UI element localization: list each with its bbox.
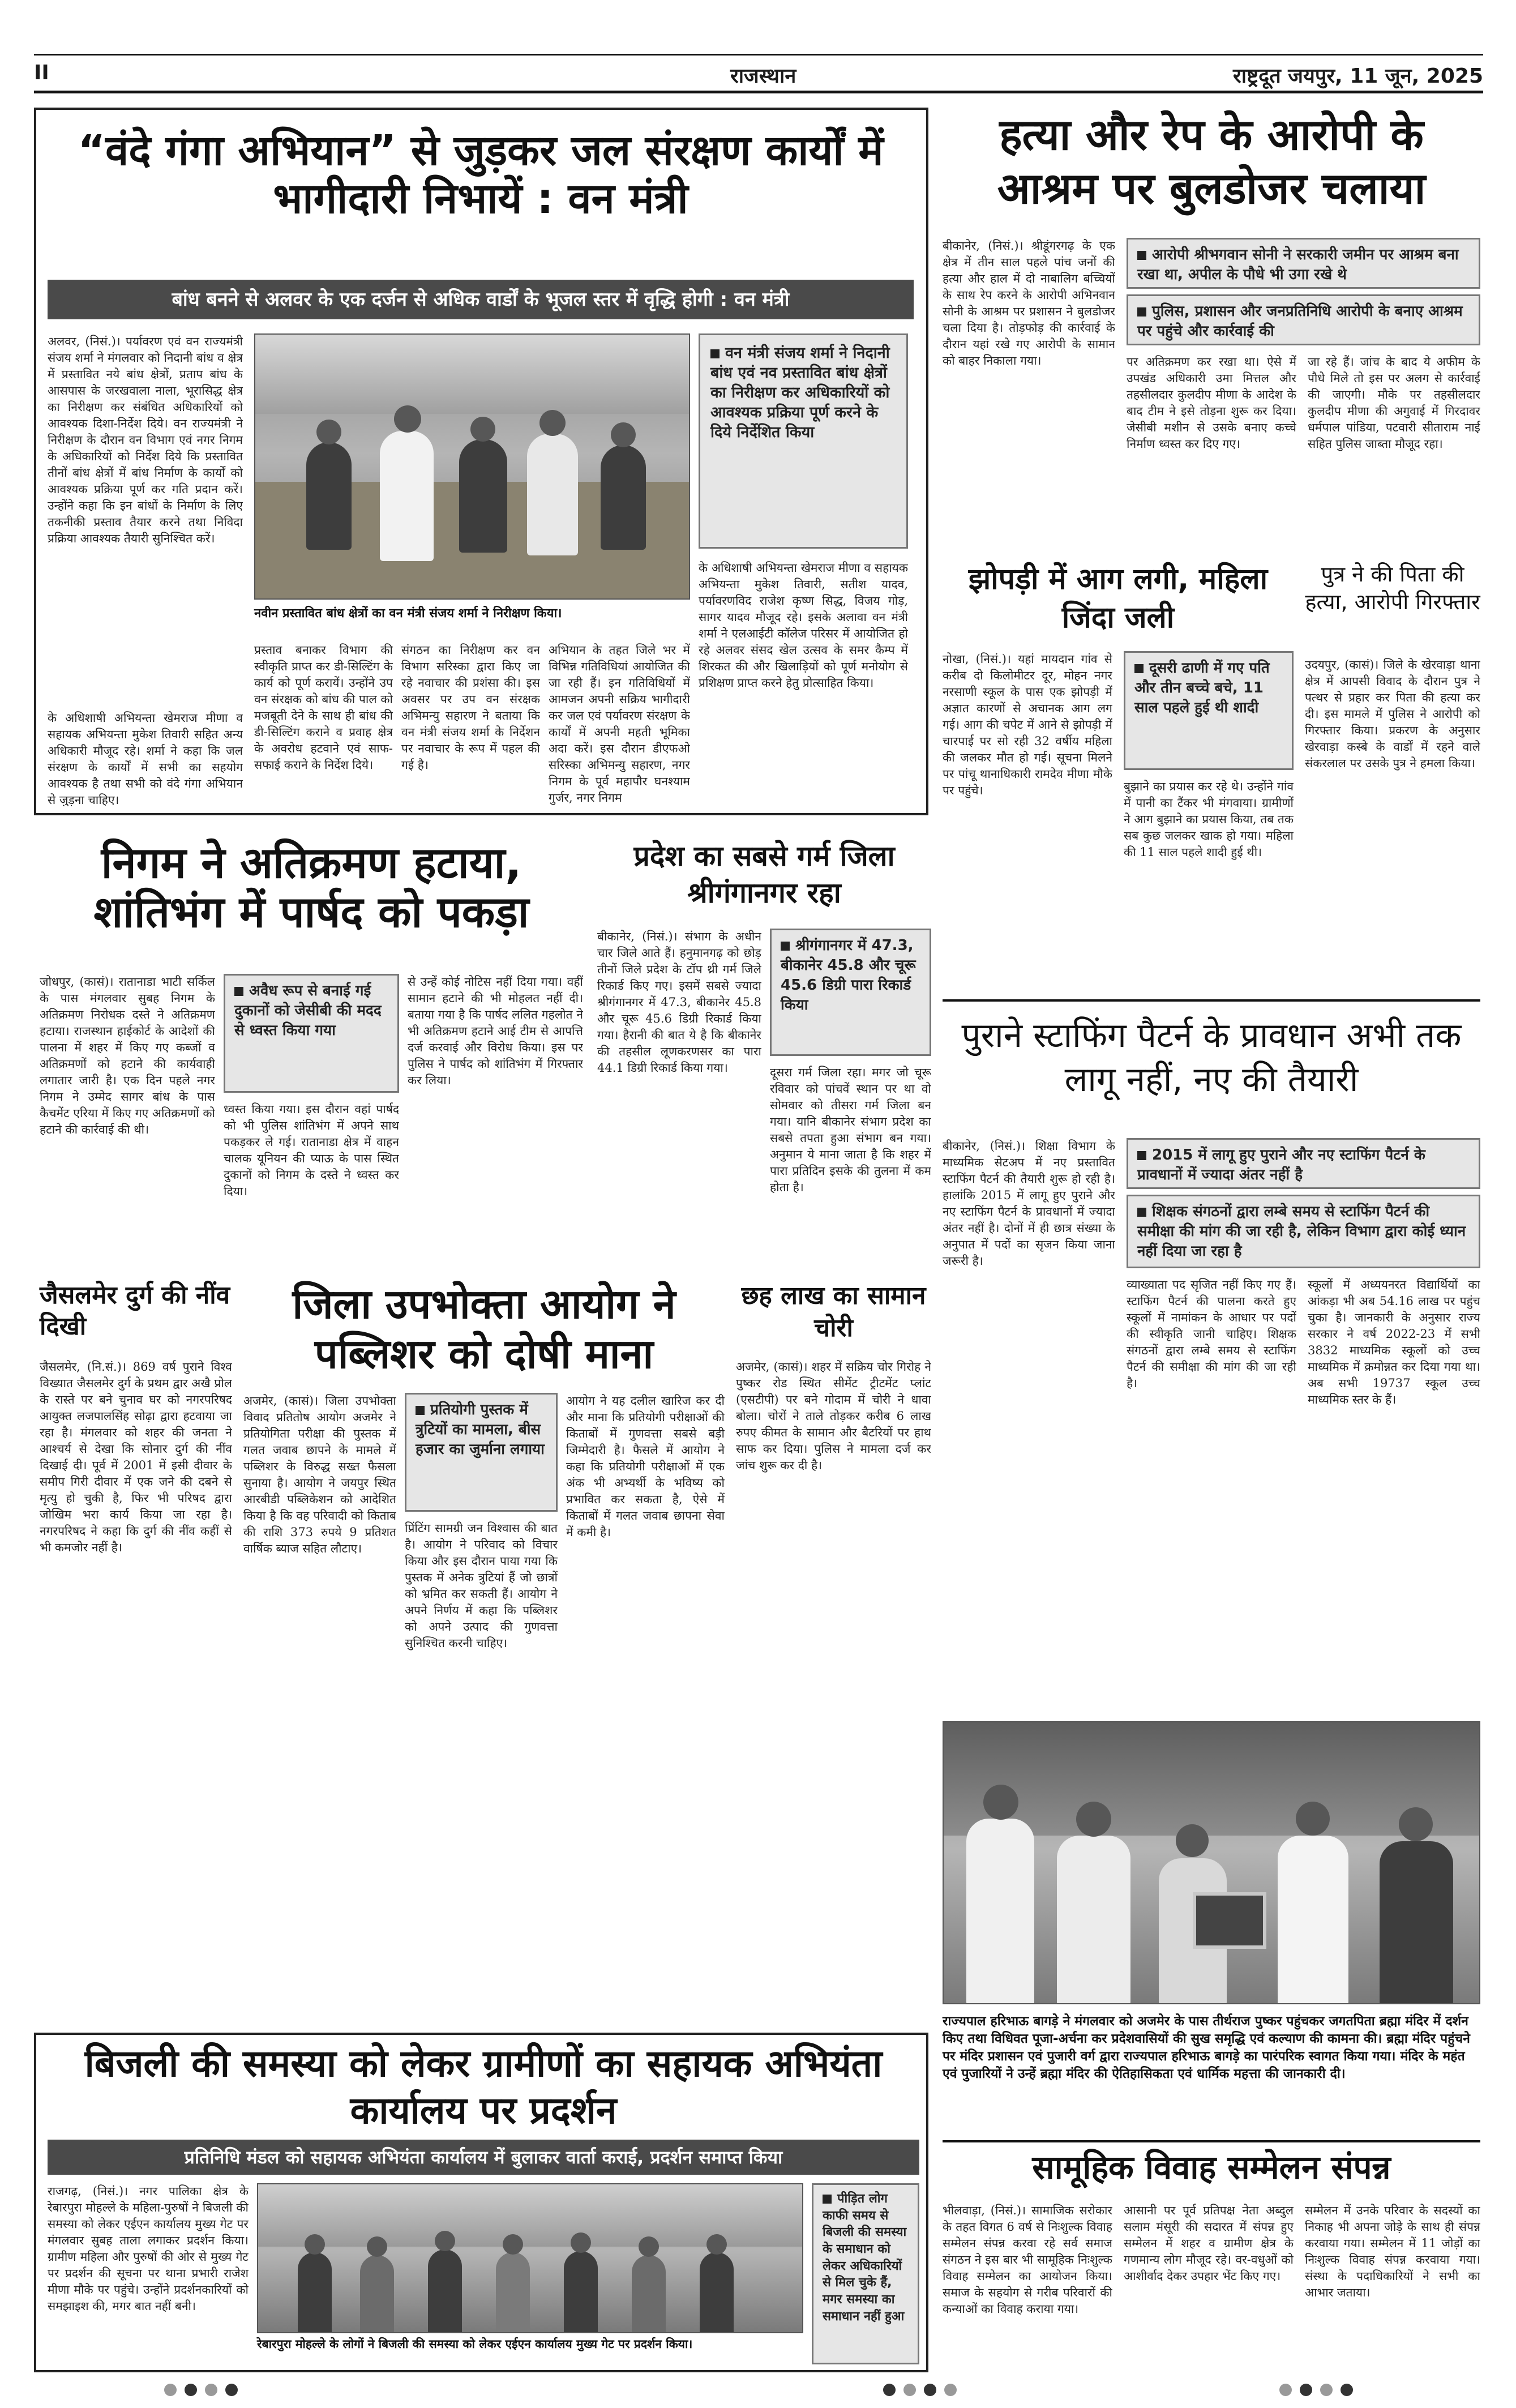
garmi-headline: प्रदेश का सबसे गर्म जिला श्रीगंगानगर रहा	[633, 840, 895, 909]
chori-headline: छह लाख का सामान चोरी	[741, 1281, 926, 1343]
bulldozer-column-3: जा रहे हैं। जांच के बाद ये अफीम के पौधे मिले तो इस पर अलग से कार्रवाई की जाएगी। मौके पर तहसीलदार कुलदीप मीणा की अगुवाई में गिरदावर धर्मपाल पांडिया, पटवारी सीताराम नाई सहित पुलिस जाब्ता मौजूद रहा।	[1308, 355, 1480, 451]
highlight-bullet-icon	[1134, 664, 1144, 673]
ganga-story	[34, 108, 928, 815]
aag-headline: झोपड़ी में आग लगी, महिला जिंदा जली	[968, 562, 1268, 635]
bijli-column-1: राजगढ़, (निसं.)। नगर पालिका क्षेत्र के रेबारपुरा मोहल्ले के महिला-पुरुषों ने बिजली की समस्या को लेकर एईएन कार्यालय मुख्य गेट पर मंगलवार सुबह ताला लगाकर प्रदर्शन किया। ग्रामीण महिला और पुरुषों की ओर से मुख्य गेट पर प्रदर्शन की सूचना पर थाना प्रभारी राजेश मीणा मौके पर पहुंचे। उन्होंने प्रदर्शनकारियों को समझाइश की, मगर बात नहीं बनी।	[48, 2184, 249, 2313]
bulldozer-highlight-1-text: आरोपी श्रीभगवान सोनी ने सरकारी जमीन पर आश्रम बना रखा था, अपील के पौधे भी उगा रखे थे	[1137, 246, 1459, 284]
garmi-column-2: दूसरा गर्म जिला रहा। मगर जो चूरू रविवार को पांचवें स्थान पर था वो सोमवार को तीसरा गर्म जिला बन गया। यानि बीकानेर संभाग प्रदेश का सबसे तपता हुआ संभाग बन गया। अनुमान ये माना जाता है कि शहर में पारा प्रतिदिन इसके की तुलना में कम होता है।	[770, 1066, 931, 1194]
ganga-column-5: अभियान के तहत जिले भर में विभिन्न गतिविधियां आयोजित की जा रही हैं। इन गतिविधियों में आमजन अपनी सक्रिय भागीदारी कर जल एवं पर्यावरण संरक्षण के कार्यों में अपनी महती भूमिका अदा करें। इस दौरान डीएफओ सरिस्का अभिमन्यु सहारण, नगर निगम के पूर्व महापौर घनश्याम गुर्जर, नगर निगम	[549, 643, 690, 805]
putra-headline: पुत्र ने की पिता की हत्या, आरोपी गिरफ्तार	[1305, 562, 1480, 615]
garmi-column-1: बीकानेर, (निसं.)। संभाग के अधीन चार जिले आते हैं। हनुमानगढ़ को छोड़ तीनों जिले प्रदेश के टॉप थ्री गर्म जिले रिकार्ड किए गए। इसमें सबसे ज्यादा श्रीगंगानगर में 47.3, बीकानेर 45.8 और चूरू 45.6 डिग्री रिकार्ड किया गया। हैरानी की बात ये है कि बीकानेर की तहसील लूणकरणसर का पारा 44.1 डिग्री रिकार्ड किया गया।	[597, 930, 761, 1075]
bijli-photo-caption: रेबारपुरा मोहल्ले के लोगों ने बिजली की समस्या को लेकर एईएन कार्यालय मुख्य गेट पर प्रदर्शन किया।	[257, 2337, 693, 2351]
vivah-headline: सामूहिक विवाह सम्मेलन संपन्न	[1032, 2148, 1391, 2187]
staffing-highlight-2	[1127, 1195, 1480, 1268]
aag-highlight-box	[1124, 651, 1294, 770]
nigam-column-1: जोधपुर, (कासं)। रातानाडा भाटी सर्किल के पास मंगलवार सुबह निगम के अतिक्रमण निरोधक दस्ते ने अतिक्रमण हटाया। राजस्थान हाईकोर्ट के आदेशों की पालना में शहर में किए गए कब्जों व अतिक्रमणों को हटाने की कार्यवाही लगातार जारी है। एक दिन पहले नगर निगम ने उम्मेद सागर बांध के पास कैचमेंट एरिया में किए गए अतिक्रमणों को हटाने की कार्रवाई की थी।	[40, 975, 215, 1136]
vivah-column-3: सम्मेलन में उनके परिवार के सदस्यों का निकाह भी अपना जोड़े के साथ ही संपन्न करवाया गया। सम्मेलन में 11 जोड़ों का निःशुल्क विवाह संपन्न करवाया गया। संस्था के पदाधिकारियों ने सभी का आभार जताया।	[1305, 2204, 1480, 2299]
bulldozer-column-2: पर अतिक्रमण कर रखा था। ऐसे में उपखंड अधिकारी उमा मित्तल और तहसीलदार कुलदीप मीणा के आदेश के बाद टीम ने इसे तोड़ना शुरू कर दिया। जेसीबी मशीन से उसके बनाए कच्चे निर्माण ध्वस्त कर दिए गए।	[1127, 355, 1296, 451]
staffing-highlight-2-text: शिक्षक संगठनों द्वारा लम्बे समय से स्टाफिंग पैटर्न की समीक्षा की मांग की जा रही है, लेकिन विभाग द्वारा कोई ध्यान नहीं दिया जा रहा है	[1137, 1203, 1466, 1260]
paper-date: राष्ट्रदूत जयपुर, 11 जून, 2025	[1233, 65, 1483, 88]
staffing-column-2: व्याख्याता पद सृजित नहीं किए गए हैं। स्टाफिंग पैटर्न की पालना करते हुए स्कूलों में नामांकन के आधार पर पदों की स्वीकृति जानी चाहिए। शिक्षक संगठनों द्वारा लम्बे समय से स्टाफिंग पैटर्न की समीक्षा की मांग की जा रही है।	[1127, 1278, 1296, 1390]
staffing-headline: पुराने स्टाफिंग पैटर्न के प्रावधान अभी तक लागू नहीं, नए की तैयारी	[961, 1016, 1462, 1100]
brahma-photo-caption: राज्यपाल हरिभाऊ बागड़े ने मंगलवार को अजमेर के पास तीर्थराज पुष्कर पहुंचकर जगतपिता ब्रह्मा मंदिर में दर्शन किए तथा विधिवत पूजा-अर्चना कर प्रदेशवासियों की सुख समृद्धि एवं कल्याण की कामना की। ब्रह्मा मंदिर पहुंचने पर मंदिर प्रशासन एवं पुजारी वर्ग द्वारा राज्यपाल हरिभाऊ बागड़े का पारंपरिक स्वागत किया गया। मंदिर के महंत एवं पुजारियों ने उन्हें ब्रह्मा मंदिर की ऐतिहासिकता एवं धार्मिक महत्ता की जानकारी दी।	[943, 2014, 1470, 2082]
aag-highlight-text: दूसरी ढाणी में गए पति और तीन बच्चे बचे, 11 साल पहले हुई थी शादी	[1134, 660, 1270, 717]
brahma-temple-photo	[943, 1721, 1480, 2004]
highlight-bullet-icon	[1137, 307, 1146, 316]
print-registration-marks	[164, 2384, 246, 2398]
page-header	[34, 54, 1483, 93]
ganga-headline: “वंदे गंगा अभियान” से जुड़कर जल संरक्षण कार्यों में भागीदारी निभायें : वन मंत्री	[78, 126, 884, 224]
aag-column-2: बुझाने का प्रयास कर रहे थे। उन्होंने गांव में पानी का टैंकर भी मंगवाया। ग्रामीणों ने आग बुझाने का प्रयास किया, तब तक सब कुछ जलकर खाक हो गया। महिला की 11 साल पहले शादी हुई थी।	[1124, 780, 1294, 859]
ganga-column-2: के अधिशाषी अभियन्ता खेमराज मीणा व सहायक अभियन्ता मुकेश तिवारी सहित अन्य अधिकारी मौजूद रहे। शर्मा ने कहा कि जल संरक्षण के कार्यों में सभी का सहयोग आवश्यक है तथा सभी को वंदे गंगा अभियान से जुड़ना चाहिए।	[48, 711, 243, 806]
bijli-subheadline: प्रतिनिधि मंडल को सहायक अभियंता कार्यालय में बुलाकर वार्ता कराई, प्रदर्शन समाप्त किया	[48, 2140, 919, 2175]
bijli-headline: बिजली की समस्या को लेकर ग्रामीणों का सहायक अभियंता कार्यालय पर प्रदर्शन	[84, 2042, 883, 2132]
vivah-divider	[943, 2140, 1480, 2142]
ganga-photo-caption: नवीन प्रस्तावित बांध क्षेत्रों का वन मंत्री संजय शर्मा ने निरीक्षण किया।	[254, 606, 562, 621]
bulldozer-highlight-2-text: पुलिस, प्रशासन और जनप्रतिनिधि आरोपी के बनाए आश्रम पर पहुंचे और कार्रवाई की	[1137, 303, 1463, 340]
ganga-column-6: के अधिशाषी अभियन्ता खेमराज मीणा व सहायक अभियन्ता मुकेश तिवारी, सतीश यादव, पर्यावरणविद राजेश कृष्ण सिद्ध, विजय गोड़, सागर यादव मौजूद रहे। इसके अलावा वन मंत्री शर्मा ने एलआईटी कॉलेज परिसर में आयोजित हो रहे अलवर संसद खेल उत्सव के समर कैम्प में शिरकत की और खिलाड़ियों को पूर्ण मनोयोग से प्रशिक्षण प्राप्त करने हेतु प्रोत्साहित किया।	[699, 561, 908, 690]
bijli-highlight-text: पीड़ित लोग काफी समय से बिजली की समस्या के समाधान को लेकर अधिकारियों से मिल चुके हैं, मगर समस्या का समाधान नहीं हुआ	[823, 2192, 907, 2324]
nigam-headline: निगम ने अतिक्रमण हटाया, शांतिभंग में पार्षद को पकड़ा	[93, 837, 529, 938]
highlight-bullet-icon	[710, 349, 720, 358]
bulldozer-headline: हत्या और रेप के आरोपी के आश्रम पर बुलडोजर चलाया	[997, 109, 1426, 213]
bulldozer-column-1: बीकानेर, (निसं.)। श्रीडूंगरगढ़ के एक क्षेत्र में तीन साल पहले पांच जनों की हत्या और हाल में दो नाबालिग बच्चियों के साथ रेप करने के आरोपी अभिनवान सोनी के आश्रम पर प्रशासन ने बुलडोजर चला दिया है। तोड़फोड़ की कार्रवाई के दौरान यहां रखे गए आरोपी के सामान को बाहर निकाला गया।	[943, 239, 1115, 367]
chori-column: अजमेर, (कासं)। शहर में सक्रिय चोर गिरोह ने पुष्कर रोड स्थित सीमेंट ट्रीटमेंट प्लांट (एसटीपी) पर बने गोदाम में चोरी ने धावा बोला। चोरों ने ताले तोड़कर करीब 6 लाख रुपए कीमत के सामान और बैटरियों पर हाथ साफ कर दिया। पुलिस ने मामला दर्ज कर जांच शुरू कर दी है।	[736, 1360, 931, 1472]
nigam-column-3: से उन्हें कोई नोटिस नहीं दिया गया। वहीं सामान हटाने की भी मोहलत नहीं दी। बताया गया है कि पार्षद ललित गहलोत ने भी अतिक्रमण हटाने आई टीम से आपत्ति दर्ज करवाई और विरोध किया। इस पर पुलिस ने पार्षद को शांतिभंग में गिरफ्तार कर लिया।	[408, 975, 583, 1087]
vivah-column-1: भीलवाड़ा, (निसं.)। सामाजिक सरोकार के तहत विगत 6 वर्ष से निःशुल्क विवाह सम्मेलन संपन्न करवा रहे सर्व समाज संगठन ने इस बार भी सामूहिक निःशुल्क विवाह सम्मेलन का आयोजन किया। समाज के सहयोग से गरीब परिवारों की कन्याओं का विवाह कराया गया।	[943, 2204, 1112, 2316]
page-number: II	[34, 61, 49, 84]
highlight-bullet-icon	[823, 2195, 832, 2204]
aag-column-1: नोखा, (निसं.)। यहां मायदान गांव से करीब दो किलोमीटर दूर, मोहन नगर नरसाणी स्कूल के पास एक झोपड़ी में अज्ञात कारणों से अचानक आग लग गई। आग की चपेट में आने से झोपड़ी में चारपाई पर सो रही 32 वर्षीय महिला की जलकर मौत हो गई। सूचना मिलने पर पांचू थानाधिकारी रामदेव मीणा मौके पर पहुंचे।	[943, 652, 1112, 797]
ganga-column-1: अलवर, (निसं.)। पर्यावरण एवं वन राज्यमंत्री संजय शर्मा ने मंगलवार को निदानी बांध व क्षेत्र में प्रस्तावित नये बांध क्षेत्रों, प्रताप बांध के आसपास के जरखवाला नाला, भूरासिद्ध क्षेत्र का निरीक्षण कर संबंधित अधिकारियों को आवश्यक दिशा-निर्देश दिये। वन राज्यमंत्री ने निरीक्षण के दौरान वन विभाग एवं नगर निगम के अधिकारियों को निर्देश दिये कि प्रस्तावित तीनों बांध क्षेत्रों में बांध निर्माण के कार्यों को आवश्यक प्रक्रिया पूर्ण कर गति प्रदान करें। उन्होंने कहा कि इन बांधों के निर्माण के लिए तकनीकी प्रस्ताव तैयार करने तथा निविदा प्रक्रिया आवश्यक तैयारी सुनिश्चित करें।	[48, 335, 243, 545]
framed-picture	[1193, 1892, 1266, 1949]
bijli-story	[34, 2033, 928, 2372]
nigam-column-2: ध्वस्त किया गया। इस दौरान वहां पार्षद को भी पुलिस शांतिभंग में अपने साथ पकड़कर ले गई। रातानाडा क्षेत्र में वाहन चालक यूनियन की प्याऊ के पास स्थित दुकानों को निगम के दस्ते ने ध्वस्त कर दिया।	[224, 1102, 399, 1198]
print-registration-marks	[883, 2384, 965, 2398]
upbhokta-column-2: प्रिंटिंग सामग्री जन विश्वास की बात है। आयोग ने परिवाद को विचार किया और इस दौरान पाया गया कि पुस्तक में अनेक त्रुटियां हैं जो छात्रों को भ्रमित कर सकती हैं। आयोग ने अपने निर्णय में कहा कि पब्लिशर को अपने उत्पाद की गुणवत्ता सुनिश्चित करनी चाहिए।	[405, 1521, 558, 1650]
section-name: राजस्थान	[730, 65, 796, 88]
ganga-subheadline: बांध बनने से अलवर के एक दर्जन से अधिक वार्डों के भूजल स्तर में वृद्धि होगी : वन मंत्री	[48, 280, 914, 319]
ganga-column-4: संगठन का निरीक्षण कर वन विभाग सरिस्का द्वारा किए जा रहे नवाचार की प्रशंसा की। इस अवसर पर उप वन संरक्षक अभिमन्यु सहारण ने बताया कि वन मंत्री संजय शर्मा के निर्देशन पर नवाचार के रूप में पहल की गई है।	[401, 643, 540, 772]
nigam-highlight-box	[224, 974, 399, 1093]
upbhokta-headline: जिला उपभोक्ता आयोग ने पब्लिशर को दोषी माना	[292, 1280, 676, 1378]
highlight-bullet-icon	[1137, 251, 1146, 260]
ganga-highlight-text: वन मंत्री संजय शर्मा ने निदानी बांध एवं नव प्रस्तावित बांध क्षेत्रों का निरीक्षण कर अधिकारियों को आवश्यक प्रक्रिया पूर्ण करने के दिये निर्देशित किया	[710, 344, 890, 442]
print-registration-marks	[1279, 2384, 1361, 2398]
staffing-column-3: स्कूलों में अध्ययनरत विद्यार्थियों का आंकड़ा भी अब 54.16 लाख पर पहुंच चुका है। जानकारी के अनुसार राज्य सरकार ने वर्ष 2022-23 में सभी 3832 माध्यमिक स्कूलों को उच्च माध्यमिक में क्रमोन्नत कर दिया गया था। अब सभी 19737 स्कूल उच्च माध्यमिक स्तर के हैं।	[1308, 1278, 1480, 1406]
upbhokta-column-1: अजमेर, (कासं)। जिला उपभोक्ता विवाद प्रतितोष आयोग अजमेर ने प्रतियोगिता परीक्षा की पुस्तक में गलत जवाब छापने के मामले में पब्लिशर के विरुद्ध सख्त फैसला सुनाया है। आयोग ने जयपुर स्थित आरबीडी पब्लिकेशन को आदेशित किया है कि वह परिवादी को किताब की राशि 373 रुपये 9 प्रतिशत वार्षिक ब्याज सहित लौटाए।	[243, 1394, 396, 1555]
garmi-highlight-box	[770, 929, 931, 1056]
highlight-bullet-icon	[781, 942, 790, 951]
jaisalmer-headline: जैसलमेर दुर्ग की नींव दिखी	[40, 1281, 230, 1341]
putra-column: उदयपुर, (कासं)। जिले के खेरवाड़ा थाना क्षेत्र में आपसी विवाद के दौरान पुत्र ने पत्थर से प्रहार कर पिता की हत्या कर दी। इस मामले में पुलिस ने आरोपी को गिरफ्तार किया। प्रकरण के अनुसार खेरवाड़ा कस्बे के वार्डों में रहने वाले संकरलाल पर उसके पुत्र ने हमला किया।	[1305, 658, 1480, 770]
staffing-column-1: बीकानेर, (निसं.)। शिक्षा विभाग के माध्यमिक सेटअप में नए प्रस्तावित स्टाफिंग पैटर्न की तैयारी शुरू हो रही है। हालांकि 2015 में लागू हुए पुराने और नए स्टाफिंग पैटर्न के प्रावधानों में ज्यादा अंतर नहीं है। दोनों में ही छात्र संख्या के अनुपात में पदों का सृजन किया जाना जरूरी है।	[943, 1139, 1115, 1268]
vivah-column-2: आसानी पर पूर्व प्रतिपक्ष नेता अब्दुल सलाम मंसूरी की सदारत में संपन्न हुए सम्मेलन में शहर व ग्रामीण क्षेत्र के गणमान्य लोग मौजूद रहे। वर-वधुओं को आशीर्वाद देकर उपहार भेंट किए गए।	[1124, 2204, 1294, 2283]
staffing-highlight-1-text: 2015 में लागू हुए पुराने और नए स्टाफिंग पैटर्न के प्रावधानों में ज्यादा अंतर नहीं है	[1137, 1147, 1425, 1184]
garmi-highlight-text: श्रीगंगानगर में 47.3, बीकानेर 45.8 और चूरू 45.6 डिग्री पारा रिकार्ड किया	[781, 937, 916, 1014]
upbhokta-column-3: आयोग ने यह दलील खारिज कर दी और माना कि प्रतियोगी परीक्षाओं की किताबों में गुणवत्ता सबसे बड़ी जिम्मेदारी है। फैसले में आयोग ने कहा कि प्रतियोगी परीक्षाओं में एक अंक भी अभ्यर्थी के भविष्य को प्रभावित कर सकता है, ऐसे में किताबों में गलत जवाब छापना सेवा में कमी है।	[566, 1394, 725, 1539]
bijli-photo	[257, 2183, 803, 2333]
staffing-highlight-1	[1127, 1138, 1480, 1189]
ganga-photo	[254, 333, 690, 600]
bulldozer-highlight-2	[1127, 294, 1480, 345]
ganga-column-3: प्रस्ताव बनाकर विभाग की स्वीकृति प्राप्त कर डी-सिल्टिंग के कार्य को पूर्ण करायें। उन्होंने उप वन संरक्षक को बांध की पाल को मजबूती देने के साथ ही बांध की डी-सिल्टिंग कराने व प्रवाह क्षेत्र के अवरोध हटवाने एवं साफ-सफाई कराने के निर्देश दिये।	[254, 643, 393, 772]
nigam-highlight-text: अवैध रूप से बनाई गई दुकानों को जेसीबी की मदद से ध्वस्त किया गया	[234, 982, 382, 1040]
upbhokta-highlight-text: प्रतियोगी पुस्तक में त्रुटियों का मामला, बीस हजार का जुर्माना लगाया	[416, 1401, 545, 1459]
staffing-divider	[943, 999, 1480, 1002]
highlight-bullet-icon	[1137, 1151, 1146, 1160]
ganga-highlight-box	[699, 333, 908, 549]
upbhokta-highlight-box	[405, 1393, 558, 1512]
highlight-bullet-icon	[1137, 1208, 1146, 1217]
highlight-bullet-icon	[416, 1406, 425, 1415]
highlight-bullet-icon	[234, 987, 243, 996]
bijli-highlight-box	[812, 2183, 919, 2364]
jaisalmer-column: जैसलमेर, (नि.सं.)। 869 वर्ष पुराने विश्व विख्यात जैसलमेर दुर्ग के प्रथम द्वार अखै प्रोल के रास्ते पर बने चुनाव घर को नगरपरिषद आयुक्त लजपालसिंह सोढ़ा द्वारा हटवाया जा रहा है। मंगलवार को शहर की जनता ने आश्चर्य से देखा कि सोनार दुर्ग की नींव दिखाई दी। पूर्व में 2001 में इसी दीवार के समीप गिरी दीवार में एक जने की दबने से मृत्यु हो चुकी है, फिर भी परिषद द्वारा जोखिम भरा कार्य किया जा रहा है। नगरपरिषद ने कहा कि दुर्ग की नींव कहीं से भी कमजोर नहीं है।	[40, 1360, 232, 1554]
bulldozer-highlight-1	[1127, 238, 1480, 289]
